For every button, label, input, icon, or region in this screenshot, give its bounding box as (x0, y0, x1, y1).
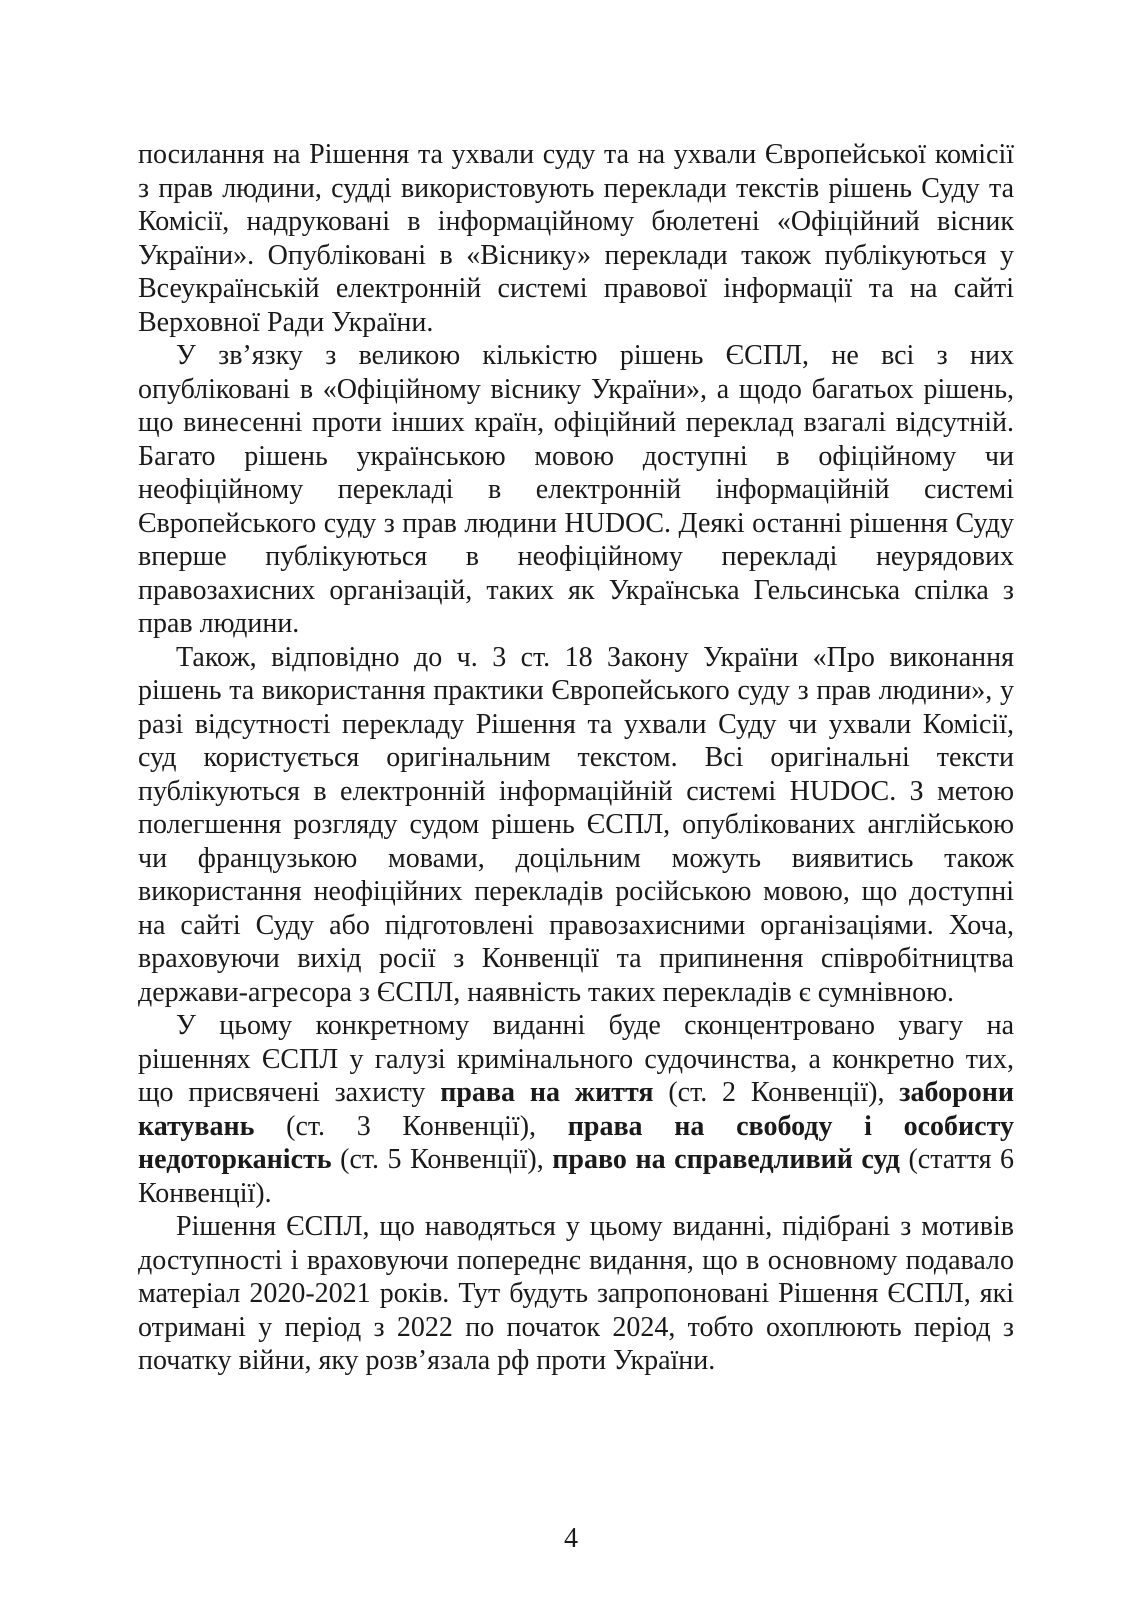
paragraph-text: (стаття 6 Конвенції). (138, 1144, 1015, 1209)
paragraph-2 (138, 339, 1014, 641)
paragraph-4 (138, 1009, 1014, 1210)
bold-term-right-to-life: права на життя (440, 1077, 654, 1108)
paragraph-text: Рішення ЄСПЛ, що наводяться у цьому виданні, підібрані з мотивів доступності і враховуючи попереднє видання, що в основному подавало матеріал 2020-2021 років. Тут будуть запропоновані Рішення ЄСПЛ, які отримані у період з 2022 по початок 2024, тобто охоплюють період з початку війни, яку розв’язала рф проти України. (138, 1211, 1014, 1376)
bold-term-fair-trial: право на справедливий суд (552, 1144, 900, 1175)
paragraph-text: (ст. 5 Конвенції), (331, 1144, 553, 1175)
paragraph-3 (138, 641, 1014, 1010)
page-number: 4 (564, 1523, 578, 1554)
paragraph-1 (138, 138, 1014, 339)
bold-term-prohibition-of-torture: заборони катувань (138, 1077, 1015, 1142)
paragraph-text: (ст. 2 Конвенції), (653, 1077, 900, 1108)
bold-term-right-to-liberty: права на свободу і особисту недоторканість (138, 1110, 1014, 1175)
paragraph-text: посилання на Рішення та ухвали суду та на ухвали Європейської комісії з прав людини, судді використовують переклади текстів рішень Суду та Комісії, надруковані в інформаційному бюлетені «Офіційний вісник України». Опубліковані в «Віснику» переклади також публікуються у Всеукраїнській електронній системі правової інформації та на сайті Верховної Ради України. (138, 139, 1014, 338)
document-page (138, 138, 1014, 1378)
paragraph-text: У зв’язку з великою кількістю рішень ЄСПЛ, не всі з них опубліковані в «Офіційному віснику України», а щодо багатьох рішень, що винесенні проти інших країн, офіційний переклад взагалі відсутній. Багато рішень українською мовою доступні в офіційному чи неофіційному перекладі в електронній інформаційній системі Європейського суду з прав людини HUDOC. Деякі останні рішення Суду вперше публікуються в неофіційному перекладі неурядових правозахисних організацій, таких як Українська Гельсинська спілка з прав людини. (138, 340, 1014, 639)
paragraph-text: (ст. 3 Конвенції), (254, 1110, 568, 1142)
paragraph-text: У цьому конкретному виданні буде сконцентровано увагу на рішеннях ЄСПЛ у галузі кримінального судочинства, а конкретно тих, що присвячені захисту (138, 1010, 1014, 1108)
paragraph-text: Також, відповідно до ч. 3 ст. 18 Закону України «Про виконання рішень та використання практики Європейського суду з прав людини», у разі відсутності перекладу Рішення та ухвали Суду чи ухвали Комісії, суд користується оригінальним текстом. Всі оригінальні тексти публікуються в електронній інформаційній системі HUDOC. З метою полегшення розгляду судом рішень ЄСПЛ, опублікованих англійською чи французькою мовами, доцільним можуть виявитись також використання неофіційних перекладів російською мовою, що доступні на сайті Суду або підготовлені правозахисними організаціями. Хоча, враховуючи вихід росії з Конвенції та припинення співробітництва держави-агресора з ЄСПЛ, наявність таких перекладів є сумнівною. (138, 641, 1014, 1008)
paragraph-5 (138, 1210, 1014, 1378)
